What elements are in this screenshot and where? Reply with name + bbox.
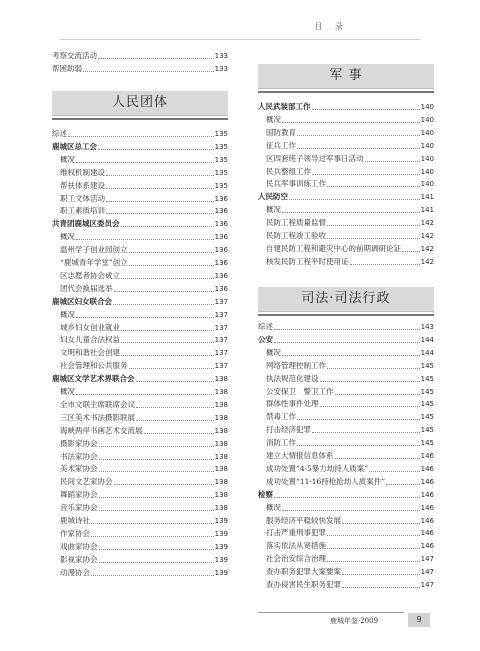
toc-entry-page: 136	[214, 194, 228, 203]
toc-leader-dots	[312, 97, 420, 110]
toc-entry-page: 133	[214, 64, 228, 73]
toc-entry-label: 动漫协会	[60, 567, 90, 577]
toc-leader-dots	[335, 382, 420, 395]
toc-leader-dots	[83, 59, 214, 72]
toc-leader-dots	[369, 459, 420, 472]
toc-entry-page: 136	[214, 233, 228, 242]
toc-entry-label: 影视家协会	[60, 554, 98, 564]
toc-entry-label: 职工素质培训	[60, 206, 105, 216]
toc-leader-dots	[99, 537, 214, 550]
toc-entry-page: 147	[420, 581, 434, 589]
toc-entry-page: 137	[214, 362, 228, 371]
toc-leader-dots	[91, 511, 214, 524]
toc-leader-dots	[350, 252, 420, 265]
toc-leader-dots	[297, 123, 420, 136]
toc-entry-page: 136	[214, 207, 228, 216]
toc-entry-label: 综述	[258, 322, 273, 331]
toc-entry-page: 138	[214, 375, 228, 384]
section-title-junshi: 军 事	[258, 64, 434, 89]
toc-entry-label: 征兵工作	[266, 140, 296, 150]
toc-entry[interactable]	[52, 63, 228, 75]
toc-entry-label: 考察交流活动	[52, 51, 97, 60]
toc-leader-dots	[282, 110, 420, 123]
toc-entry-label: 帮扶体系建设	[60, 180, 105, 190]
toc-entry-label: 建立大情报信息体系	[266, 451, 334, 460]
toc-entry-label: 概况	[266, 347, 281, 357]
toc-leader-dots	[76, 382, 214, 395]
toc-leader-dots	[129, 240, 214, 253]
toc-leader-dots	[76, 150, 214, 163]
toc-leader-dots	[106, 163, 214, 176]
toc-entry-page: 140	[420, 154, 434, 163]
toc-entry-page: 143	[420, 323, 434, 331]
toc-entry-page: 145	[420, 361, 434, 370]
toc-entry-label: 执法规范化建设	[266, 373, 319, 383]
page-footer	[0, 607, 480, 637]
toc-entry[interactable]	[258, 256, 434, 268]
toc-entry-page: 138	[214, 413, 228, 422]
toc-leader-dots	[274, 330, 420, 343]
header-title: 目 录	[314, 22, 348, 31]
toc-leader-dots	[282, 343, 420, 356]
toc-entry-label: 鹿城区文学艺术界联合会	[52, 374, 135, 384]
toc-entry-label: 概况	[60, 387, 75, 396]
toc-entry-label: 民间文艺家协会	[60, 477, 113, 487]
toc-leader-dots	[114, 279, 214, 292]
toc-leader-dots	[99, 550, 214, 563]
section-title-renmin-tuanti: 人民团体	[52, 91, 228, 116]
section-divider	[258, 314, 434, 316]
toc-entry-label: 民防工程质量监督	[266, 218, 326, 228]
toc-leader-dots	[312, 420, 420, 433]
toc-entry-label: 海峡两岸书画艺术交流展	[60, 425, 143, 435]
toc-entry-page: 142	[420, 219, 434, 228]
toc-entry-page: 147	[420, 555, 434, 564]
toc-entry-label: 全市文联主席联席会议	[60, 399, 135, 409]
toc-leader-dots	[386, 472, 419, 485]
toc-entry-page: 138	[214, 426, 228, 435]
toc-entry-label: 音乐家协会	[60, 503, 98, 513]
toc-entry-page: 145	[420, 439, 434, 448]
footer-publication: 鹿城年鉴·2009	[330, 617, 379, 625]
toc-leader-dots	[129, 253, 214, 266]
toc-entry-page: 135	[214, 155, 228, 164]
toc-entry-page: 147	[420, 568, 434, 577]
toc-entry-page: 138	[214, 504, 228, 513]
page-number: 9	[408, 613, 430, 627]
toc-entry-page: 146	[420, 490, 434, 499]
toc-entry-label: 舞蹈家协会	[60, 490, 98, 500]
toc-leader-dots	[99, 434, 214, 447]
toc-leader-dots	[136, 408, 214, 421]
toc-entry-label: 社会治安综合治理	[266, 554, 326, 564]
toc-entry-label: 概况	[60, 232, 75, 242]
toc-entry-label: 民兵整组工作	[266, 166, 311, 176]
toc-entry-label: 公安	[258, 334, 273, 344]
toc-leader-dots	[297, 136, 420, 149]
toc-leader-dots	[327, 226, 420, 239]
toc-leader-dots	[297, 407, 420, 420]
toc-entry-page: 136	[214, 271, 228, 280]
toc-entry-label: 禁毒工作	[266, 412, 296, 422]
toc-entry-page: 140	[420, 103, 434, 111]
toc-entry-page: 140	[420, 167, 434, 176]
toc-entry-page: 145	[420, 426, 434, 435]
toc-entry-page: 138	[214, 491, 228, 500]
toc-entry-page: 145	[420, 374, 434, 383]
toc-entry-label: 公安保卫 警卫工作	[266, 386, 334, 396]
toc-leader-dots	[99, 459, 214, 472]
toc-entry-label: 打击经济犯罪	[266, 425, 311, 435]
toc-entry-label: 查办侵害民生职务犯罪	[266, 580, 341, 589]
toc-entry-label: 城乡妇女创业就业	[60, 322, 120, 332]
toc-entry-page: 142	[420, 244, 434, 253]
toc-leader-dots	[121, 214, 214, 227]
toc-entry-page: 139	[214, 542, 228, 551]
toc-leader-dots	[342, 562, 420, 575]
toc-entry-label: 群体性事件处理	[266, 399, 319, 409]
toc-entry-label: 综述	[52, 129, 67, 138]
toc-leader-dots	[282, 200, 420, 213]
toc-entry-page: 138	[214, 388, 228, 396]
toc-entry-page: 139	[214, 529, 228, 538]
toc-leader-dots	[144, 421, 214, 434]
toc-entry-label: 服务经济平稳较快发展	[266, 515, 341, 525]
toc-entry-label: 概况	[266, 502, 281, 512]
toc-entry-label: 民防工程竣工验收	[266, 231, 326, 240]
toc-leader-dots	[320, 394, 420, 407]
toc-entry-label: 美术家协会	[60, 464, 98, 474]
toc-entry-label: 帮困助弱	[52, 63, 82, 73]
toc-entry-page: 141	[420, 206, 434, 215]
toc-entry-page: 145	[420, 413, 434, 422]
toc-entry-page: 137	[214, 349, 228, 358]
toc-entry-label: 概况	[266, 205, 281, 215]
toc-entry-page: 145	[420, 400, 434, 409]
toc-leader-dots	[98, 137, 214, 150]
toc-entry-label: 作家协会	[60, 528, 90, 538]
toc-entry-page: 141	[420, 193, 434, 202]
toc-entry-page: 139	[214, 517, 228, 525]
toc-entry-label: 社会管理和公共服务	[60, 361, 128, 371]
toc-entry-page: 146	[420, 542, 434, 551]
toc-leader-dots	[342, 575, 420, 588]
toc-entry-page: 140	[420, 128, 434, 137]
toc-leader-dots	[289, 187, 420, 200]
toc-entry-label: 人民武装部工作	[258, 102, 311, 111]
toc-leader-dots	[113, 292, 214, 305]
toc-leader-dots	[297, 433, 420, 446]
footer-rule	[258, 612, 404, 613]
toc-leader-dots	[76, 305, 214, 318]
toc-entry-page: 136	[214, 284, 228, 293]
toc-leader-dots	[76, 227, 214, 240]
toc-entry-page: 135	[214, 130, 228, 138]
toc-entry-page: 138	[214, 452, 228, 461]
toc-leader-dots	[136, 395, 214, 408]
toc-entry[interactable]	[258, 579, 434, 591]
toc-entry-label: 鹿城诗社	[60, 516, 90, 525]
toc-entry-page: 146	[420, 516, 434, 525]
toc-leader-dots	[99, 447, 214, 460]
toc-entry-page: 142	[420, 232, 434, 240]
toc-entry-label: 区志愿者协会成立	[60, 270, 120, 280]
toc-entry-page: 139	[214, 555, 228, 564]
toc-leader-dots	[274, 485, 420, 498]
toc-leader-dots	[121, 330, 214, 343]
toc-entry-label: 共青团鹿城区委员会	[52, 219, 120, 229]
toc-entry-label: 戏曲家协会	[60, 541, 98, 551]
toc-leader-dots	[106, 176, 214, 189]
toc-leader-dots	[320, 369, 420, 382]
toc-entry-page: 138	[214, 465, 228, 474]
toc-entry-page: 137	[214, 336, 228, 345]
page-header	[0, 0, 480, 40]
toc-leader-dots	[327, 536, 420, 549]
toc-entry-label: 职工文体活动	[60, 193, 105, 203]
toc-entry-label: 概况	[60, 154, 75, 164]
toc-leader-dots	[91, 563, 214, 576]
toc-entry-page: 133	[214, 52, 228, 60]
toc-entry-label: 打击严重刑事犯罪	[266, 528, 326, 538]
toc-entry-label: 成功处置“4·5暴力劫持人质案”	[266, 463, 369, 473]
toc-leader-dots	[327, 549, 420, 562]
toc-leader-dots	[98, 46, 214, 59]
toc-leader-dots	[106, 201, 214, 214]
toc-leader-dots	[106, 189, 214, 202]
toc-entry-label: 妇女儿童合法权益	[60, 335, 120, 345]
toc-entry-page: 138	[214, 400, 228, 409]
toc-leader-dots	[136, 369, 214, 382]
toc-entry-page: 136	[214, 246, 228, 255]
toc-entry-page: 135	[214, 168, 228, 177]
toc-entry-page: 138	[214, 478, 228, 487]
toc-entry-page: 137	[214, 297, 228, 306]
toc-entry-page: 142	[420, 257, 434, 266]
toc-leader-dots	[68, 124, 214, 137]
toc-entry-label: 概况	[60, 309, 75, 319]
toc-leader-dots	[91, 524, 214, 537]
toc-entry-page: 140	[420, 141, 434, 150]
section-divider	[258, 91, 434, 93]
toc-entry-page: 140	[420, 115, 434, 124]
toc-entry-label: 摄影家协会	[60, 438, 98, 448]
toc-entry-page: 137	[214, 323, 228, 332]
toc-entry-label: 温州学子创业园创立	[60, 245, 128, 255]
toc-entry[interactable]	[52, 567, 228, 579]
toc-entry-page: 146	[420, 452, 434, 460]
toc-entry-label: 鹿城区妇女联合会	[52, 296, 112, 306]
toc-entry-label: 区四套班子领导过军事日活动	[266, 153, 364, 163]
toc-leader-dots	[121, 343, 214, 356]
toc-entry-label: 人民防空	[258, 192, 288, 202]
toc-entry-page: 146	[420, 464, 434, 473]
section-divider	[52, 118, 228, 120]
toc-entry-label: 三区美术书法摄影联展	[60, 412, 135, 422]
toc-entry-page: 145	[420, 387, 434, 396]
toc-leader-dots	[121, 318, 214, 331]
toc-leader-dots	[342, 511, 420, 524]
toc-entry-page: 144	[420, 348, 434, 357]
toc-entry-label: 查办职务犯罪大案要案	[266, 567, 341, 577]
toc-leader-dots	[99, 485, 214, 498]
toc-leader-dots	[99, 498, 214, 511]
toc-entry-label: 网络管理控制工作	[266, 360, 326, 370]
toc-leader-dots	[114, 472, 214, 485]
toc-entry-page: 140	[420, 180, 434, 189]
toc-entry-label: 书法家协会	[60, 451, 98, 461]
toc-entry-page: 144	[420, 335, 434, 344]
toc-leader-dots	[121, 266, 214, 279]
toc-entry-label: 消防工作	[266, 438, 296, 448]
toc-entry-page: 146	[420, 529, 434, 538]
toc-leader-dots	[365, 149, 420, 162]
toc-leader-dots	[402, 239, 420, 252]
toc-entry-label: 落实依法从宽措施	[266, 541, 326, 551]
toc-entry-label: 自建民防工程和避灾中心的前期调研论证	[266, 243, 401, 253]
toc-entry-label: 民兵军事训练工作	[266, 179, 326, 189]
toc-leader-dots	[282, 498, 420, 511]
toc-leader-dots	[274, 317, 420, 330]
toc-leader-dots	[327, 356, 420, 369]
toc-leader-dots	[312, 162, 420, 175]
toc-entry-label: 概况	[266, 114, 281, 124]
toc-entry-label: 成功处置“11·16持枪抢劫人质案件”	[266, 476, 386, 486]
toc-entry-page: 135	[214, 181, 228, 190]
toc-leader-dots	[327, 213, 420, 226]
toc-entry-page: 137	[214, 310, 228, 319]
toc-entry-page: 136	[214, 220, 228, 229]
toc-entry-label: 鹿城区总工会	[52, 141, 97, 151]
toc-leader-dots	[129, 356, 214, 369]
toc-leader-dots	[335, 446, 420, 459]
toc-entry-page: 136	[214, 259, 228, 267]
header-rule	[60, 39, 420, 40]
toc-entry-label: 维权机制建设	[60, 167, 105, 177]
toc-entry-label: “鹿城青年学堂”创立	[60, 258, 128, 267]
toc-entry-page: 135	[214, 142, 228, 151]
section-title-sifa: 司法·司法行政	[258, 287, 434, 312]
toc-entry-label: 文明和谐社会创建	[60, 348, 120, 358]
toc-entry-page: 138	[214, 439, 228, 448]
toc-entry-label: 国防教育	[266, 127, 296, 137]
toc-entry-page: 146	[420, 503, 434, 512]
toc-entry-label: 团代会换届选举	[60, 283, 113, 293]
toc-leader-dots	[327, 523, 420, 536]
toc-entry-label: 核发民防工程平时使用证	[266, 256, 349, 266]
toc-entry-label: 检察	[258, 489, 273, 499]
toc-leader-dots	[327, 174, 420, 187]
toc-entry-page: 146	[420, 477, 434, 486]
toc-entry-page: 139	[214, 568, 228, 577]
